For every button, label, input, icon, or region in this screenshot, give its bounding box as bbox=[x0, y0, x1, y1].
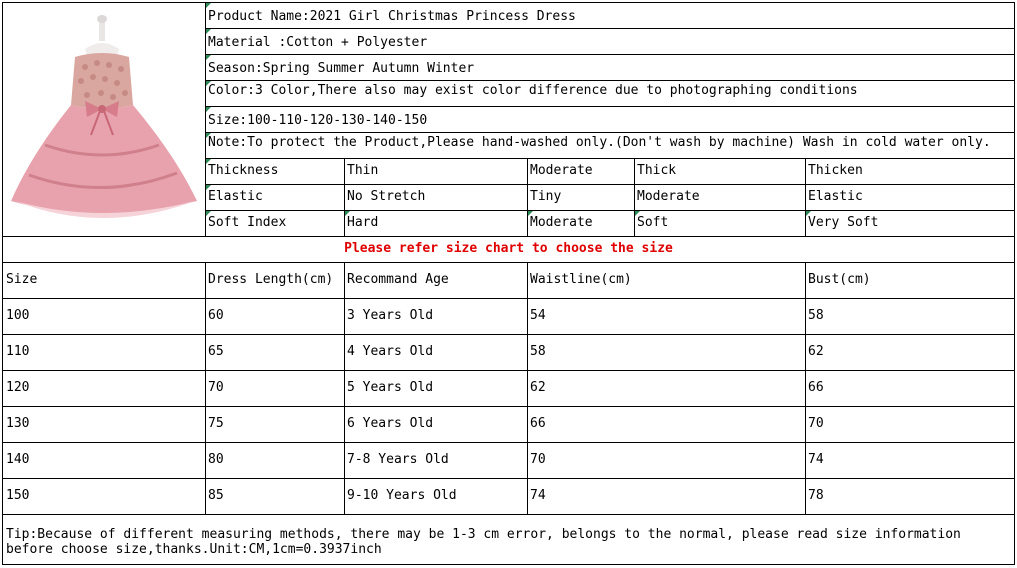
attr-cell: Hard bbox=[347, 215, 379, 230]
grid-line bbox=[205, 80, 1015, 81]
grid-line bbox=[2, 298, 1015, 299]
attr-cell: No Stretch bbox=[347, 189, 426, 204]
grid-line bbox=[1014, 2, 1015, 565]
measurement-tip: Tip:Because of different measuring methods, there may be 1-3 cm error, belongs to the normal, please read size information before choose size,thanks.Unit:CM,1cm=0.3937inch bbox=[6, 527, 961, 557]
table-cell: 6 Years Old bbox=[347, 416, 434, 431]
attr-cell: Thickness bbox=[208, 163, 279, 178]
grid-line bbox=[205, 2, 206, 236]
table-cell: 70 bbox=[808, 416, 824, 431]
table-header: Bust(cm) bbox=[808, 272, 871, 287]
grid-line bbox=[344, 262, 345, 514]
product-season: Season:Spring Summer Autumn Winter bbox=[208, 61, 475, 76]
attr-cell: Very Soft bbox=[808, 215, 879, 230]
grid-line bbox=[805, 262, 806, 514]
size-chart-title: Please refer size chart to choose the size bbox=[344, 241, 673, 256]
product-material: Material :Cotton + Polyester bbox=[208, 35, 428, 50]
table-cell: 5 Years Old bbox=[347, 380, 434, 395]
grid-line bbox=[2, 564, 1015, 565]
grid-line bbox=[2, 370, 1015, 371]
table-cell: 62 bbox=[808, 344, 824, 359]
table-header: Recommand Age bbox=[347, 272, 449, 287]
table-header: Dress Length(cm) bbox=[208, 272, 334, 287]
cell-marker bbox=[206, 29, 211, 34]
attr-cell: Tiny bbox=[530, 189, 562, 204]
table-cell: 120 bbox=[6, 380, 30, 395]
table-cell: 60 bbox=[208, 308, 224, 323]
grid-line bbox=[527, 158, 528, 236]
table-cell: 110 bbox=[6, 344, 30, 359]
table-cell: 58 bbox=[808, 308, 824, 323]
grid-line bbox=[344, 158, 345, 236]
cell-marker bbox=[206, 107, 211, 112]
grid-line bbox=[2, 236, 1015, 237]
grid-line bbox=[2, 406, 1015, 407]
table-cell: 75 bbox=[208, 416, 224, 431]
table-header: Waistline(cm) bbox=[530, 272, 632, 287]
table-cell: 54 bbox=[530, 308, 546, 323]
grid-line bbox=[2, 478, 1015, 479]
grid-line bbox=[805, 158, 806, 236]
grid-line bbox=[634, 158, 635, 236]
attr-cell: Soft Index bbox=[208, 215, 287, 230]
grid-line bbox=[205, 106, 1015, 107]
attr-cell: Soft bbox=[637, 215, 669, 230]
table-cell: 4 Years Old bbox=[347, 344, 434, 359]
cell-marker bbox=[206, 3, 211, 8]
table-cell: 70 bbox=[208, 380, 224, 395]
grid-line bbox=[2, 2, 1015, 3]
table-cell: 74 bbox=[808, 452, 824, 467]
table-cell: 65 bbox=[208, 344, 224, 359]
attr-cell: Thicken bbox=[808, 163, 863, 178]
table-header: Size bbox=[6, 272, 38, 287]
table-cell: 74 bbox=[530, 488, 546, 503]
table-cell: 150 bbox=[6, 488, 30, 503]
grid-line bbox=[205, 262, 206, 514]
table-cell: 100 bbox=[6, 308, 30, 323]
table-cell: 78 bbox=[808, 488, 824, 503]
size-info-sheet bbox=[2, 2, 1015, 565]
grid-line bbox=[205, 184, 1015, 185]
table-cell: 66 bbox=[530, 416, 546, 431]
attr-cell: Elastic bbox=[808, 189, 863, 204]
grid-line bbox=[527, 262, 528, 514]
grid-line bbox=[2, 262, 1015, 263]
product-color: Color:3 Color,There also may exist color difference due to photographing conditions bbox=[208, 83, 858, 98]
attr-cell: Thin bbox=[347, 163, 379, 178]
grid-line bbox=[2, 442, 1015, 443]
product-size: Size:100-110-120-130-140-150 bbox=[208, 113, 428, 128]
table-cell: 58 bbox=[530, 344, 546, 359]
cell-marker bbox=[206, 55, 211, 60]
grid-line bbox=[205, 28, 1015, 29]
product-note: Note:To protect the Product,Please hand-washed only.(Don't wash by machine) Wash in cold water only. bbox=[208, 135, 991, 150]
grid-line bbox=[2, 2, 3, 565]
grid-line bbox=[205, 210, 1015, 211]
grid-line bbox=[2, 334, 1015, 335]
table-cell: 140 bbox=[6, 452, 30, 467]
attr-cell: Moderate bbox=[530, 163, 593, 178]
dress-photo bbox=[5, 5, 203, 233]
grid-line bbox=[205, 158, 1015, 159]
table-cell: 70 bbox=[530, 452, 546, 467]
table-cell: 85 bbox=[208, 488, 224, 503]
grid-line bbox=[205, 54, 1015, 55]
grid-line bbox=[205, 132, 1015, 133]
table-cell: 66 bbox=[808, 380, 824, 395]
table-cell: 80 bbox=[208, 452, 224, 467]
table-cell: 130 bbox=[6, 416, 30, 431]
table-cell: 62 bbox=[530, 380, 546, 395]
attr-cell: Elastic bbox=[208, 189, 263, 204]
grid-line bbox=[2, 514, 1015, 515]
table-cell: 9-10 Years Old bbox=[347, 488, 457, 503]
product-name: Product Name:2021 Girl Christmas Princess Dress bbox=[208, 9, 576, 24]
table-cell: 7-8 Years Old bbox=[347, 452, 449, 467]
attr-cell: Moderate bbox=[530, 215, 593, 230]
table-cell: 3 Years Old bbox=[347, 308, 434, 323]
attr-cell: Thick bbox=[637, 163, 677, 178]
attr-cell: Moderate bbox=[637, 189, 700, 204]
